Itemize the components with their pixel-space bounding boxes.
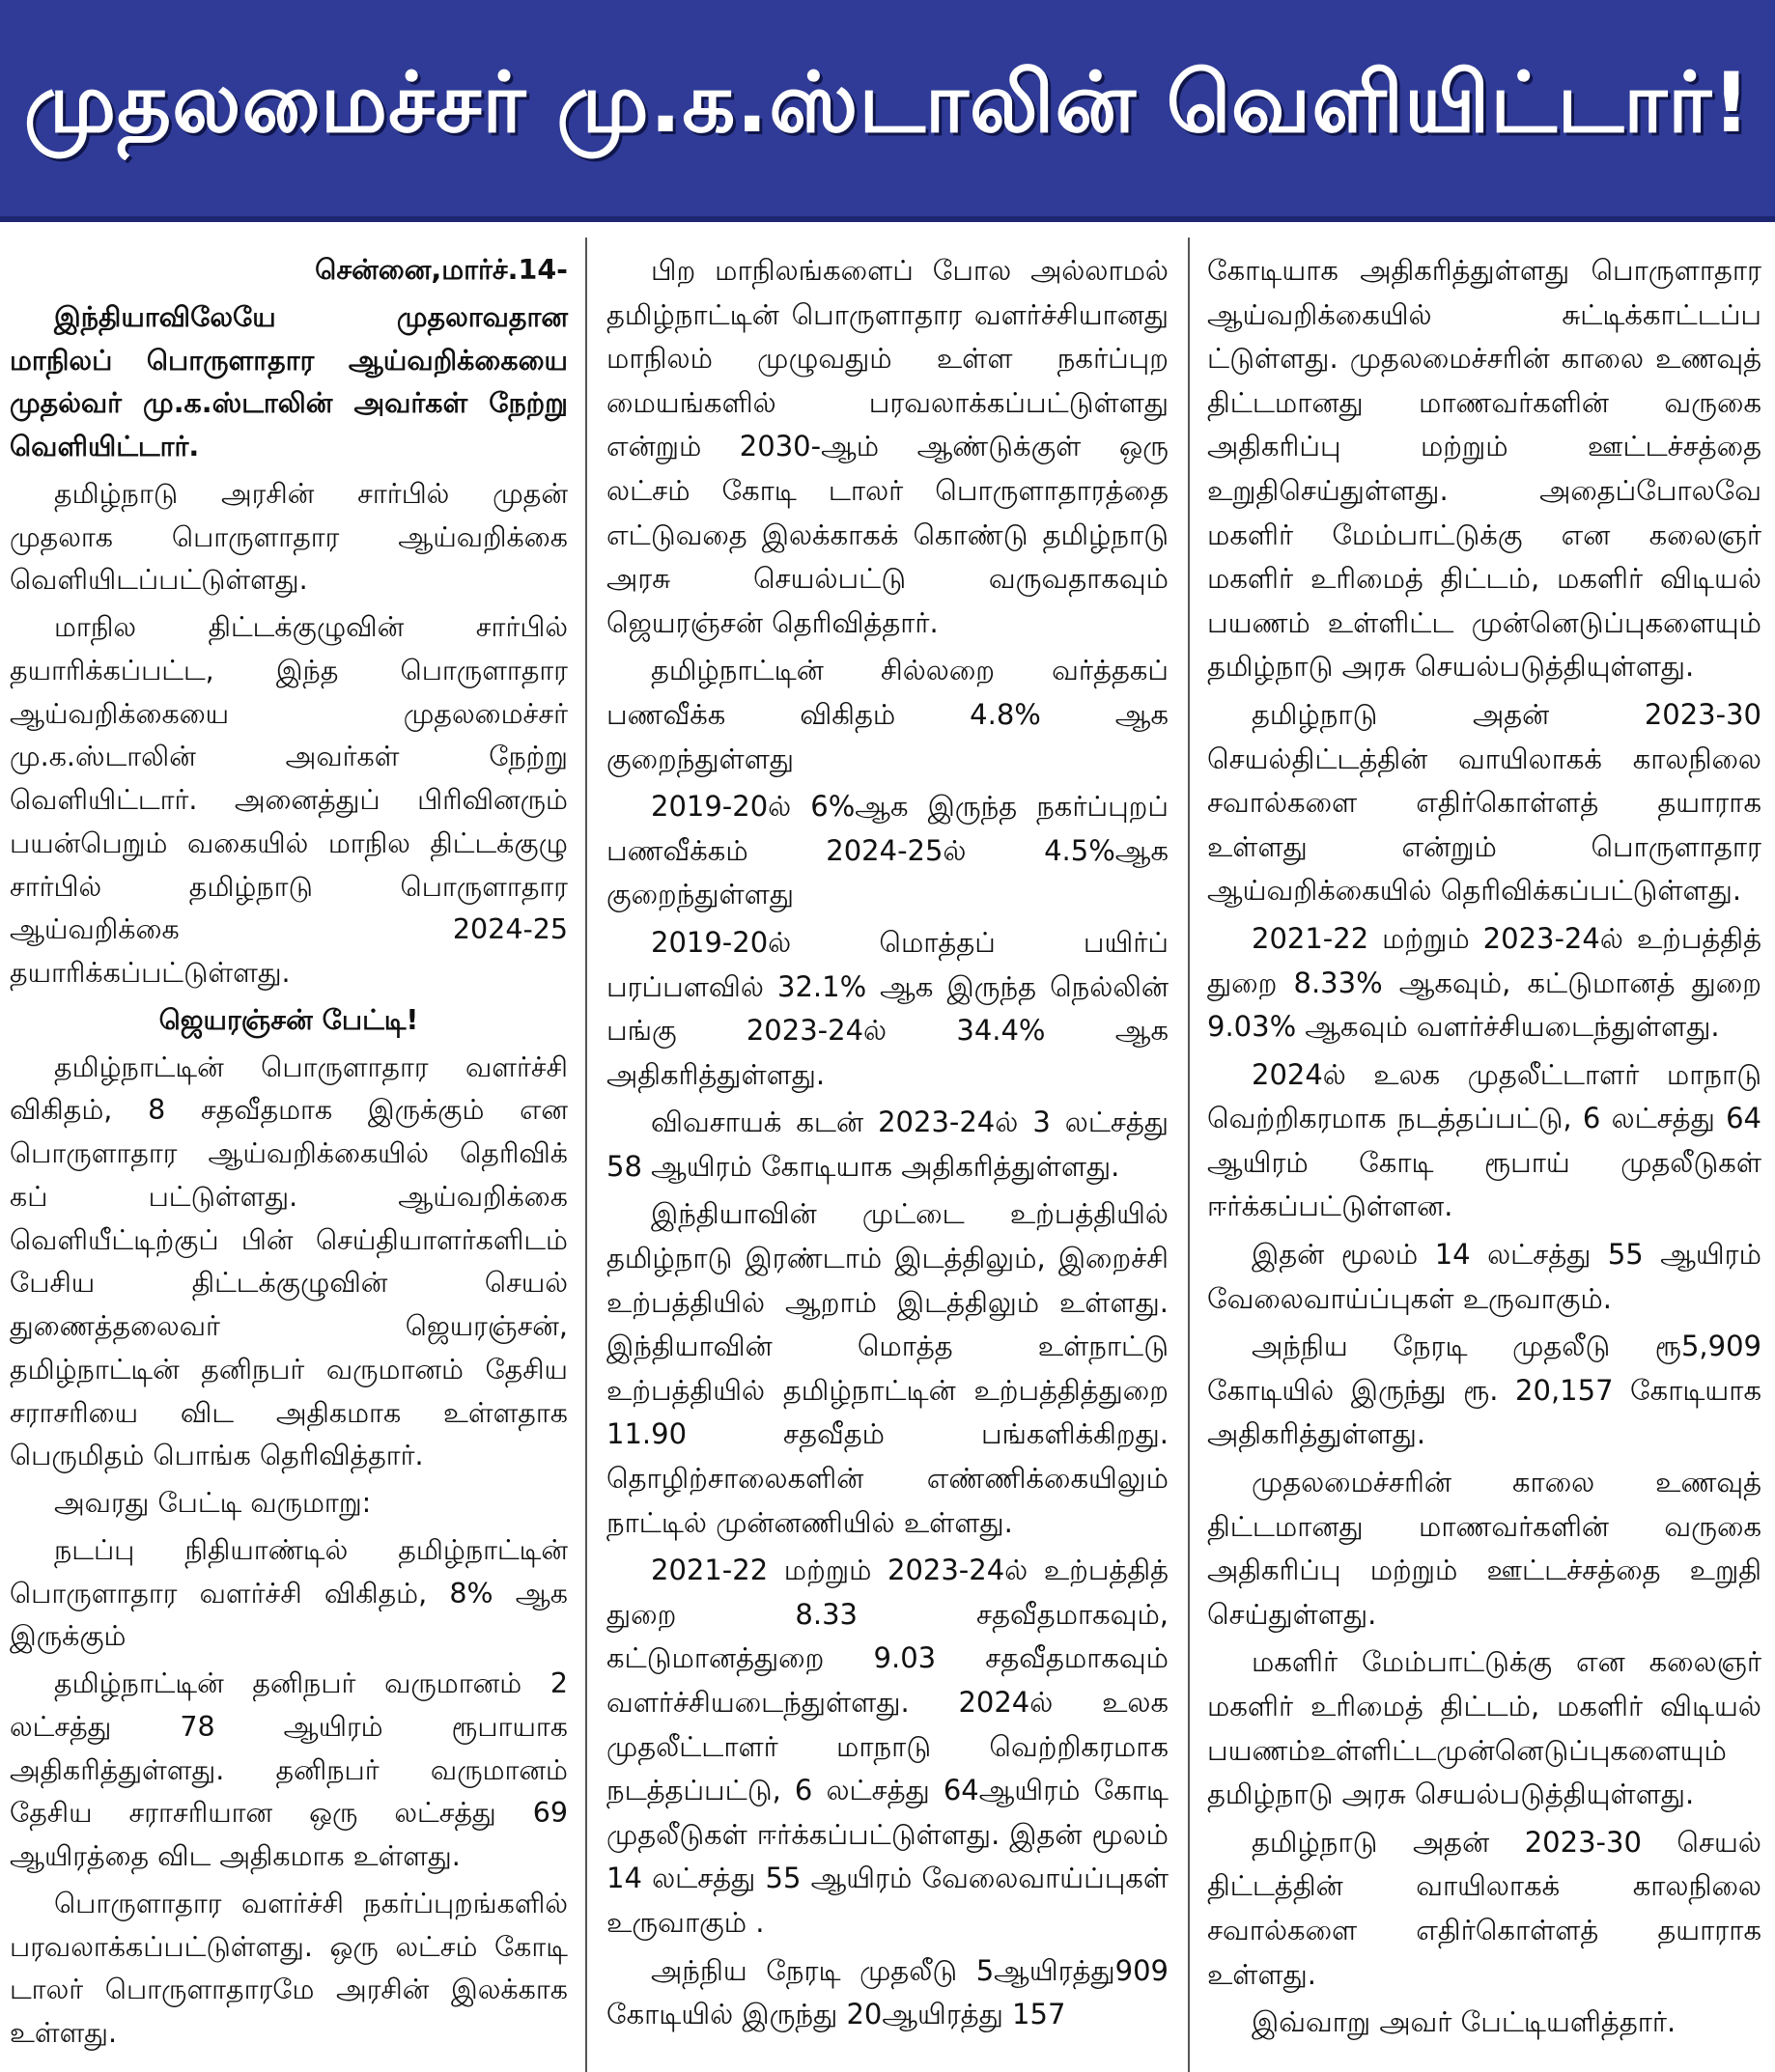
subheading: ஜெயரஞ்சன் பேட்டி! [158,1003,419,1036]
paragraph: தமிழ்நாட்டின் சில்லறை வர்த்தகப் பணவீக்க விகிதம் 4.8% ஆக குறைந்துள்ளது [606,654,1169,775]
paragraph: கோடியாக அதிகரித்துள்ளது பொருளாதார ஆய்வறிக்கையில் சுட்டிக்காட்டப்ப ட்டுள்ளது. முதலமைச்சரின் காலை உணவுத் திட்டமானது மாணவர்களின் வருகை அதிகரிப்பு மற்றும் ஊட்டச்சத்தை உறுதிசெய்துள்ளது. அதைப்போலவே மகளிர் மேம்பாட்டுக்கு என கலைஞர் மகளிர் உரிமைத் திட்டம், மகளிர் விடியல் பயணம் உள்ளிட்ட முன்னெடுப்புகளையும் தமிழ்நாடு அரசு செயல்படுத்தியுள்ளது. [1207,254,1761,684]
paragraph: மாநில திட்டக்குழுவின் சார்பில் தயாரிக்கப்பட்ட, இந்த பொருளாதார ஆய்வறிக்கையை முதலமைச்சர் மு.க.ஸ்டாலின் அவர்கள் நேற்று வெளியிட்டார். அனைத்துப் பிரிவினரும் பயன்பெறும் வகையில் மாநில திட்டக்குழு சார்பில் தமிழ்நாடு பொருளாதார ஆய்வறிக்கை 2024-25 தயாரிக்கப்பட்டுள்ளது. [10,611,568,989]
headline-banner [0,0,1775,222]
paragraph: நடப்பு நிதியாண்டில் தமிழ்நாட்டின் பொருளாதார வளர்ச்சி விகிதம், 8% ஆக இருக்கும் [10,1533,568,1653]
paragraph: இந்தியாவின் முட்டை உற்பத்தியில் தமிழ்நாடு இரண்டாம் இடத்திலும், இறைச்சி உற்பத்தியில் ஆறாம் இடத்திலும் உள்ளது. இந்தியாவின் மொத்த உள்நாட்டு உற்பத்தியில் தமிழ்நாட்டின் உற்பத்தித்துறை 11.90 சதவீதம் பங்களிக்கிறது. தொழிற்சாலைகளின் எண்ணிக்கையிலும் நாட்டில் முன்னணியில் உள்ளது. [606,1197,1169,1539]
paragraph: இதன் மூலம் 14 லட்சத்து 55 ஆயிரம் வேலைவாய்ப்புகள் உருவாகும். [1207,1238,1761,1315]
paragraph: அந்நிய நேரடி முதலீடு ரூ5,909 கோடியில் இருந்து ரூ. 20,157 கோடியாக அதிகரித்துள்ளது. [1207,1330,1761,1451]
paragraph: 2024ல் உலக முதலீட்டாளர் மாநாடு வெற்றிகரமாக நடத்தப்பட்டு, 6 லட்சத்து 64 ஆயிரம் கோடி ரூபாய் முதலீடுகள் ஈர்க்கப்பட்டுள்ளன. [1207,1057,1761,1223]
paragraph: இவ்வாறு அவர் பேட்டியளித்தார். [1252,2005,1676,2039]
lead-paragraph: இந்தியாவிலேயே முதலாவதான மாநிலப் பொருளாதார ஆய்வறிக்கையை முதல்வர் மு.க.ஸ்டாலின் அவர்கள் நேற்று வெளியிட்டார். [10,300,568,462]
paragraph: தமிழ்நாடு அரசின் சார்பில் முதன் முதலாக பொருளாதார ஆய்வறிக்கை வெளியிடப்பட்டுள்ளது. [10,477,568,597]
paragraph: பொருளாதார வளர்ச்சி நகர்ப்புறங்களில் பரவலாக்கப்பட்டுள்ளது. ஒரு லட்சம் கோடி டாலர் பொருளாதாரமே அரசின் இலக்காக உள்ளது. [10,1887,568,2049]
column-1 [0,238,585,2072]
paragraph: தமிழ்நாடு அதன் 2023-30 செயல் திட்டத்தின் வாயிலாகக் காலநிலை சவால்களை எதிர்கொள்ளத் தயாராக உள்ளது. [1207,1825,1761,1991]
article-body [0,238,1775,2072]
paragraph: தமிழ்நாட்டின் பொருளாதார வளர்ச்சி விகிதம், 8 சதவீதமாக இருக்கும் என பொருளாதார ஆய்வறிக்கையில் தெரிவிக் கப் பட்டுள்ளது. ஆய்வறிக்கை வெளியீட்டிற்குப் பின் செய்தியாளர்களிடம் பேசிய திட்டக்குழுவின் செயல் துணைத்தலைவர் ஜெயரஞ்சன், தமிழ்நாட்டின் தனிநபர் வருமானம் தேசிய சராசரியை விட அதிகமாக உள்ளதாக பெருமிதம் பொங்க தெரிவித்தார். [10,1050,568,1472]
paragraph: மகளிர் மேம்பாட்டுக்கு என கலைஞர் மகளிர் உரிமைத் திட்டம், மகளிர் விடியல் பயணம்உள்ளிட்டமுன்னெடுப்புகளையும் தமிழ்நாடு அரசு செயல்படுத்தியுள்ளது. [1207,1645,1761,1811]
paragraph: அவரது பேட்டி வருமாறு: [54,1487,372,1519]
paragraph: முதலமைச்சரின் காலை உணவுத் திட்டமானது மாணவர்களின் வருகை அதிகரிப்பு மற்றும் ஊட்டச்சத்தை உறுதி செய்துள்ளது. [1207,1466,1761,1631]
paragraph: அந்நிய நேரடி முதலீடு 5ஆயிரத்து909 கோடியில் இருந்து 20ஆயிரத்து 157 [606,1953,1169,2031]
paragraph: 2019-20ல் 6%ஆக இருந்த நகர்ப்புறப் பணவீக்கம் 2024-25ல் 4.5%ஆக குறைந்துள்ளது [606,790,1169,911]
paragraph: 2021-22 மற்றும் 2023-24ல் உற்பத்தித் துறை 8.33 சதவீதமாகவும், கட்டுமானத்துறை 9.03 சதவீதமாகவும் வளர்ச்சியடைந்துள்ளது. 2024ல் உலக முதலீட்டாளர் மாநாடு வெற்றிகரமாக நடத்தப்பட்டு, 6 லட்சத்து 64ஆயிரம் கோடி முதலீடுகள் ஈர்க்கப்பட்டுள்ளது. இதன் மூலம் 14 லட்சத்து 55 ஆயிரம் வேலைவாய்ப்புகள் உருவாகும் . [606,1554,1169,1939]
paragraph: 2019-20ல் மொத்தப் பயிர்ப் பரப்பளவில் 32.1% ஆக இருந்த நெல்லின் பங்கு 2023-24ல் 34.4% ஆக அதிகரித்துள்ளது. [606,925,1169,1091]
column-2 [585,238,1190,2072]
headline: முதலமைச்சர் மு.க.ஸ்டாலின் வெளியிட்டார்! [23,54,1752,152]
column-3 [1190,238,1775,2072]
paragraph: 2021-22 மற்றும் 2023-24ல் உற்பத்தித் துறை 8.33% ஆகவும், கட்டுமானத் துறை 9.03% ஆகவும் வளர்ச்சியடைந்துள்ளது. [1207,921,1761,1044]
paragraph: பிற மாநிலங்களைப் போல அல்லாமல் தமிழ்நாட்டின் பொருளாதார வளர்ச்சியானது மாநிலம் முழுவதும் உள்ள நகர்ப்புற மையங்களில் பரவலாக்கப்பட்டுள்ளது என்றும் 2030-ஆம் ஆண்டுக்குள் ஒரு லட்சம் கோடி டாலர் பொருளாதாரத்தை எட்டுவதை இலக்காகக் கொண்டு தமிழ்நாடு அரசு செயல்பட்டு வருவதாகவும் ஜெயரஞ்சன் தெரிவித்தார். [606,254,1169,639]
paragraph: தமிழ்நாட்டின் தனிநபர் வருமானம் 2 லட்சத்து 78 ஆயிரம் ரூபாயாக அதிகரித்துள்ளது. தனிநபர் வருமானம் தேசிய சராசரியான ஒரு லட்சத்து 69 ஆயிரத்தை விட அதிகமாக உள்ளது. [10,1667,568,1872]
paragraph: தமிழ்நாடு அதன் 2023-30 செயல்திட்டத்தின் வாயிலாகக் காலநிலை சவால்களை எதிர்கொள்ளத் தயாராக உள்ளது என்றும் பொருளாதார ஆய்வறிக்கையில் தெரிவிக்கப்பட்டுள்ளது. [1207,697,1761,908]
paragraph: விவசாயக் கடன் 2023-24ல் 3 லட்சத்து 58 ஆயிரம் கோடியாக அதிகரித்துள்ளது. [606,1106,1169,1183]
dateline: சென்னை,மார்ச்.14- [315,254,568,286]
